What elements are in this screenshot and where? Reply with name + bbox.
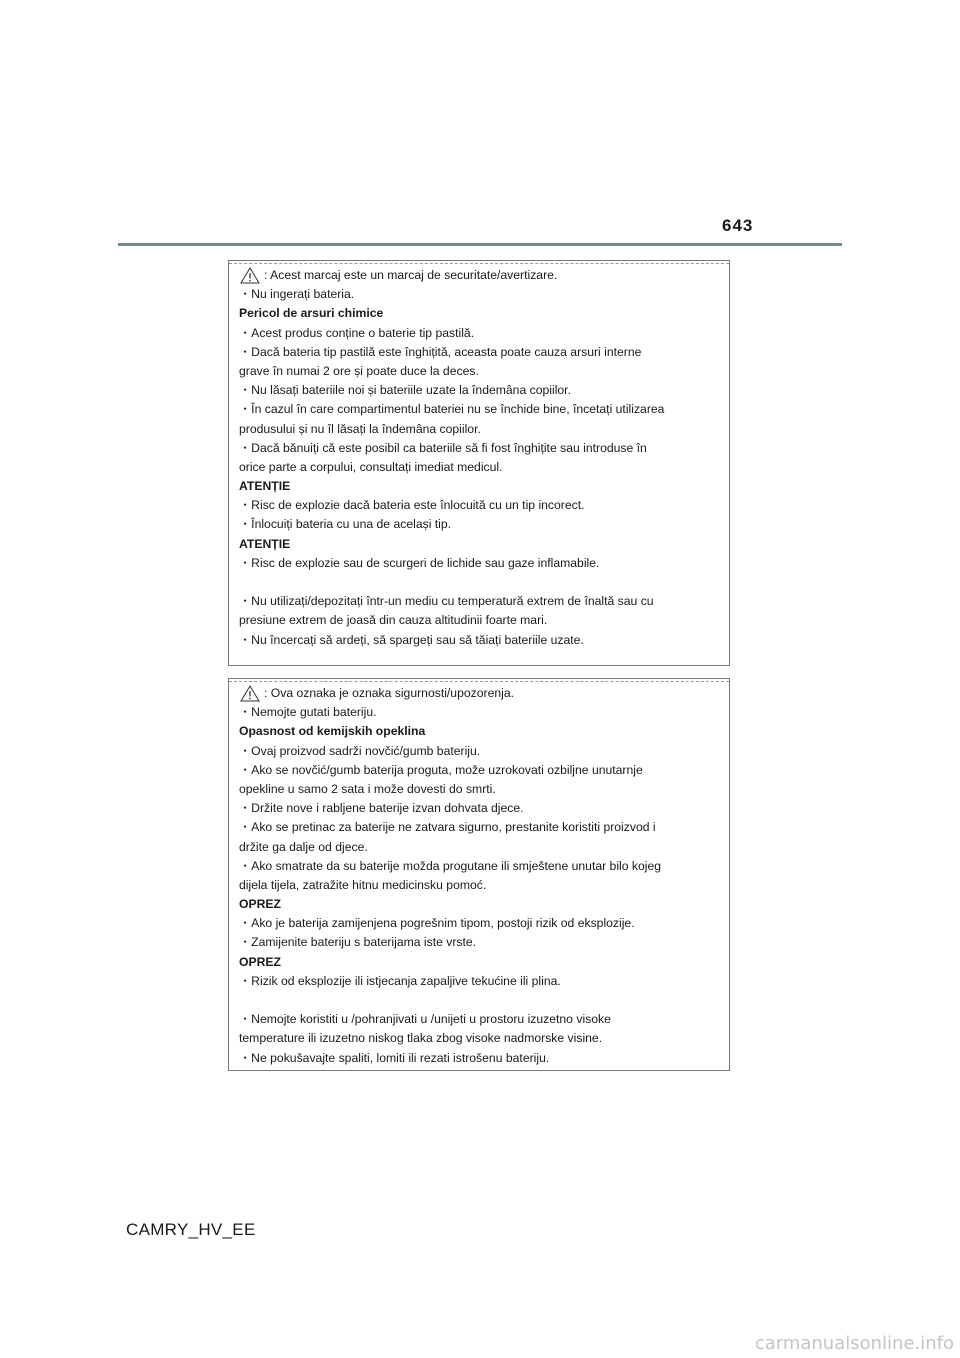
warning-triangle-icon	[240, 267, 260, 284]
text-line: ・Nemojte gutati bateriju.	[239, 705, 377, 720]
text-line: ・Ako smatrate da su baterije možda progutane ili smještene unutar bilo kojeg	[239, 858, 662, 873]
text-line: ・Rizik od eksplozije ili istjecanja zapaljive tekućine ili plina.	[239, 973, 561, 988]
section-heading: OPREZ	[239, 897, 281, 912]
warning-label: : Ova oznaka je oznaka sigurnosti/upozorenja.	[264, 686, 514, 700]
blank-line	[239, 991, 719, 1010]
text-line: temperature ili izuzetno niskog tlaka zbog visoke nadmorske visine.	[239, 1031, 603, 1046]
warning-box-croatian	[228, 678, 730, 1071]
text-line: ・Držite nove i rabljene baterije izvan dohvata djece.	[239, 801, 524, 816]
text-line: ・Nu lăsați bateriile noi și bateriile uzate la îndemâna copiilor.	[239, 383, 571, 398]
box-top-dash	[229, 681, 729, 682]
text-line: ・Nu ingerați bateria.	[239, 287, 355, 302]
text-line: dijela tijela, zatražite hitnu medicinsku pomoć.	[239, 877, 487, 892]
text-line: ・Nemojte koristiti u /pohranjivati u /unijeti u prostoru izuzetno visoke	[239, 1012, 611, 1027]
text-line: ・Ne pokušavajte spaliti, lomiti ili rezati istrošenu bateriju.	[239, 1050, 550, 1065]
text-line: presiune extrem de joasă din cauza altitudinii foarte mari.	[239, 613, 548, 628]
warning-line	[239, 266, 719, 285]
text-line: držite ga dalje od djece.	[239, 839, 368, 854]
section-heading: ATENȚIE	[239, 536, 291, 551]
text-line: ・Zamijenite bateriju s baterijama iste vrste.	[239, 935, 477, 950]
text-line: ・Risc de explozie sau de scurgeri de lichide sau gaze inflamabile.	[239, 555, 600, 570]
text-line: ・În cazul în care compartimentul bateriei nu se închide bine, încetați utilizarea	[239, 402, 665, 417]
section-heading: Opasnost od kemijskih opeklina	[239, 724, 426, 739]
header-rule	[118, 243, 842, 246]
text-line: grave în numai 2 ore și poate duce la deces.	[239, 363, 479, 378]
warning-box-romanian	[228, 260, 730, 666]
box-top-dash	[229, 263, 729, 264]
text-line: ・Risc de explozie dacă bateria este înlocuită cu un tip incorect.	[239, 498, 585, 513]
text-line: ・Înlocuiți bateria cu una de același tip.	[239, 517, 452, 532]
watermark: carmanualsonline.info	[754, 1333, 954, 1354]
text-line: produsului și nu îl lăsați la îndemâna copiilor.	[239, 421, 481, 436]
section-heading: Pericol de arsuri chimice	[239, 306, 384, 321]
blank-line	[239, 573, 719, 592]
text-line: ・Ovaj proizvod sadrži novčić/gumb bateriju.	[239, 743, 481, 758]
text-line: ・Dacă bănuiți că este posibil ca bateriile să fi fost înghițite sau introduse în	[239, 440, 647, 455]
model-code: CAMRY_HV_EE	[126, 1220, 256, 1239]
warning-line	[239, 684, 719, 703]
text-line: opekline u samo 2 sata i može dovesti do smrti.	[239, 781, 496, 796]
text-line: ・Nu încercați să ardeți, să spargeți sau să tăiați bateriile uzate.	[239, 632, 584, 647]
text-line: ・Acest produs conține o baterie tip pastilă.	[239, 325, 475, 340]
text-line: ・Dacă bateria tip pastilă este înghițită, aceasta poate cauza arsuri interne	[239, 344, 642, 359]
section-heading: ATENȚIE	[239, 479, 291, 494]
text-line: ・Ako se pretinac za baterije ne zatvara sigurno, prestanite koristiti proizvod i	[239, 820, 656, 835]
warning-label: : Acest marcaj este un marcaj de securitate/avertizare.	[264, 268, 558, 282]
text-line: ・Nu utilizați/depozitați într-un mediu cu temperatură extrem de înaltă sau cu	[239, 594, 654, 609]
page-number: 643	[722, 216, 754, 235]
text-line: ・Ako je baterija zamijenjena pogrešnim tipom, postoji rizik od eksplozije.	[239, 916, 635, 931]
text-line: ・Ako se novčić/gumb baterija proguta, može uzrokovati ozbiljne unutarnje	[239, 762, 643, 777]
section-heading: OPREZ	[239, 954, 281, 969]
text-line: orice parte a corpului, consultați imediat medicul.	[239, 459, 503, 474]
warning-triangle-icon	[240, 685, 260, 702]
